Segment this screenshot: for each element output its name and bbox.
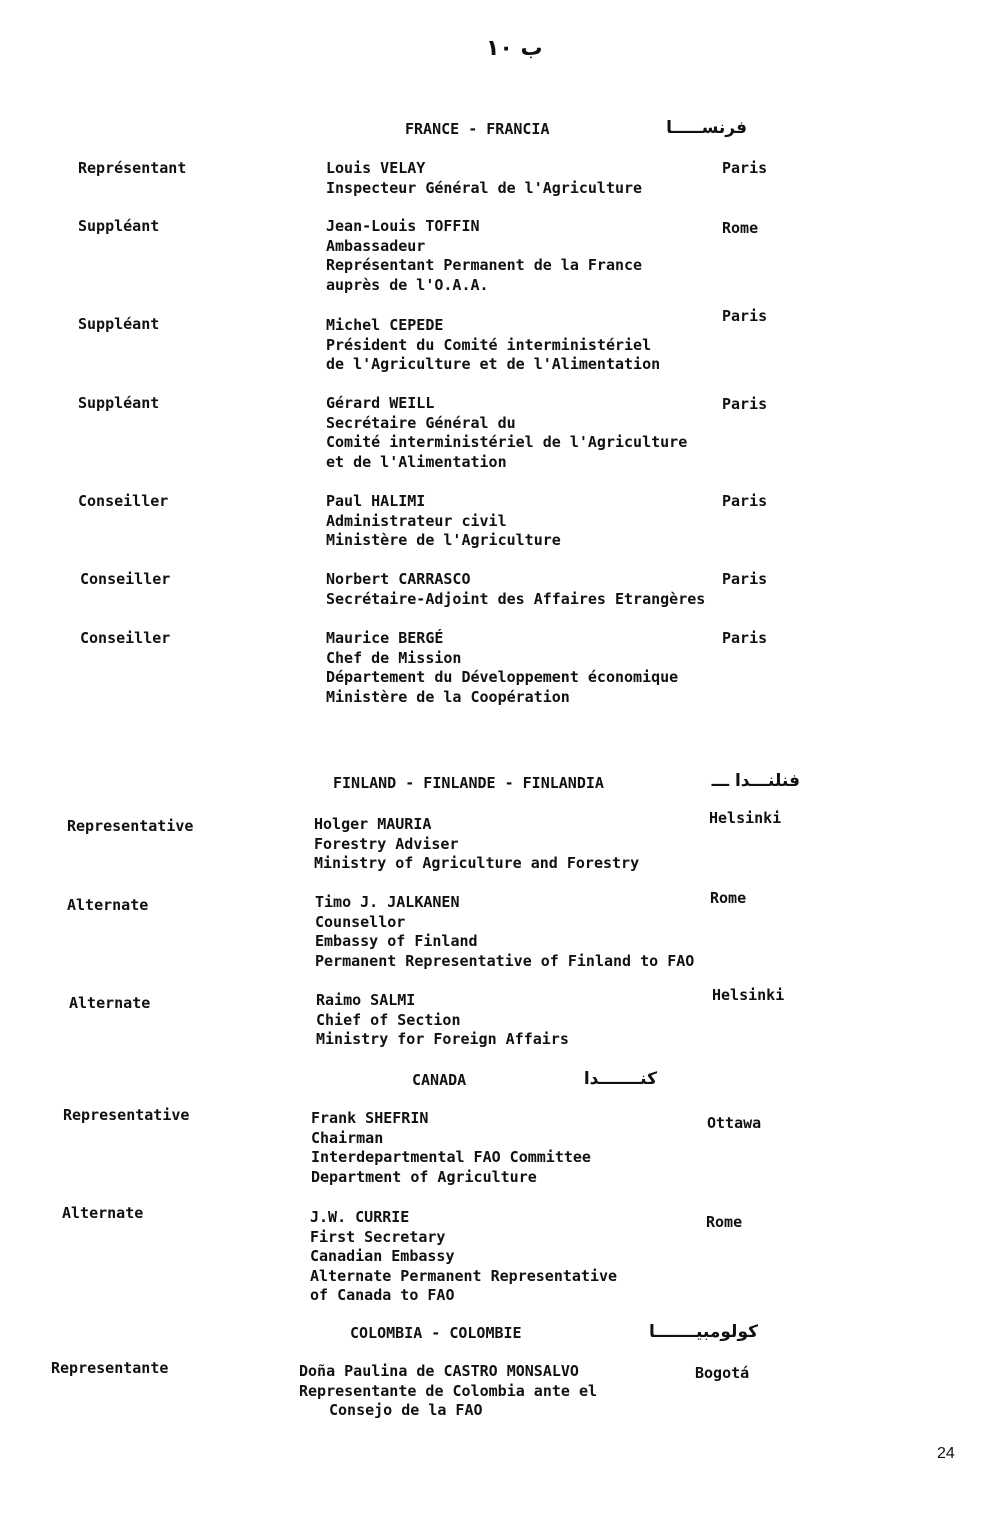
page-number: 24 bbox=[937, 1445, 955, 1462]
location: Rome bbox=[706, 1213, 743, 1231]
delegate-detail: Canadian Embassy bbox=[310, 1247, 455, 1265]
delegate-name: Norbert CARRASCO bbox=[326, 570, 471, 588]
delegate-detail: Permanent Representative of Finland to FAO bbox=[315, 951, 695, 970]
arabic-heading-france: فرنســـــا bbox=[666, 118, 747, 138]
delegate-detail: Chef de Mission bbox=[326, 648, 462, 667]
location: Paris bbox=[722, 629, 768, 647]
delegate-detail: Chairman bbox=[311, 1128, 384, 1147]
section-heading-finland: FINLAND - FINLANDE - FINLANDIA bbox=[333, 774, 604, 792]
delegate-detail: Administrateur civil bbox=[326, 511, 507, 530]
delegate-detail: de l'Agriculture et de l'Alimentation bbox=[326, 355, 661, 373]
delegate-detail: et de l'Alimentation bbox=[326, 452, 507, 471]
delegate-detail: Inspecteur Général de l'Agriculture bbox=[326, 178, 643, 197]
delegate-name: J.W. CURRIE bbox=[310, 1208, 410, 1226]
location: Helsinki bbox=[709, 809, 782, 827]
location: Rome bbox=[722, 219, 759, 237]
delegate-detail: Secrétaire Général du bbox=[326, 413, 516, 432]
delegate-detail: Ministère de la Coopération bbox=[326, 687, 570, 706]
role-label: Suppléant bbox=[78, 315, 160, 333]
role-label: Alternate bbox=[69, 994, 151, 1012]
delegate-entry bbox=[311, 1109, 591, 1187]
delegate-detail: Consejo de la FAO bbox=[329, 1401, 483, 1419]
location: Rome bbox=[710, 889, 747, 907]
delegate-name: Raimo SALMI bbox=[316, 991, 416, 1009]
role-label: Representative bbox=[63, 1106, 190, 1124]
page-header: ب ١٠ bbox=[486, 36, 543, 61]
delegate-name: Timo J. JALKANEN bbox=[315, 893, 460, 911]
delegate-detail: Président du Comité interministériel bbox=[326, 335, 652, 354]
delegate-entry bbox=[299, 1362, 597, 1421]
role-label: Representative bbox=[67, 817, 194, 835]
delegate-entry bbox=[326, 629, 678, 707]
delegate-detail: Forestry Adviser bbox=[314, 834, 459, 853]
delegate-name: Gérard WEILL bbox=[326, 394, 435, 412]
role-label: Alternate bbox=[62, 1204, 144, 1222]
delegate-detail: Representante de Colombia ante el bbox=[299, 1381, 598, 1400]
location: Bogotá bbox=[695, 1364, 750, 1382]
delegate-detail: Counsellor bbox=[315, 912, 406, 931]
location: Ottawa bbox=[707, 1114, 762, 1132]
delegate-entry bbox=[326, 570, 705, 609]
delegate-detail: First Secretary bbox=[310, 1227, 446, 1246]
delegate-detail: Département du Développement économique bbox=[326, 668, 679, 686]
role-label: Représentant bbox=[78, 159, 187, 177]
delegate-detail: Department of Agriculture bbox=[311, 1167, 537, 1186]
delegate-entry bbox=[315, 893, 694, 971]
delegate-entry bbox=[326, 394, 687, 472]
delegate-entry bbox=[316, 991, 569, 1050]
location: Paris bbox=[722, 570, 768, 588]
delegate-detail: Ministry of Agriculture and Forestry bbox=[314, 854, 640, 872]
location: Helsinki bbox=[712, 986, 785, 1004]
delegate-detail: Interdepartmental FAO Committee bbox=[311, 1148, 591, 1166]
delegate-detail: Comité interministériel de l'Agriculture bbox=[326, 433, 688, 451]
role-label: Representante bbox=[51, 1359, 169, 1377]
delegate-detail: Embassy of Finland bbox=[315, 932, 478, 950]
delegate-detail: Ministère de l'Agriculture bbox=[326, 531, 561, 549]
delegate-entry bbox=[310, 1208, 617, 1306]
delegate-name: Paul HALIMI bbox=[326, 492, 426, 510]
section-heading-colombia: COLOMBIA - COLOMBIE bbox=[350, 1324, 522, 1342]
delegate-detail: Chief of Section bbox=[316, 1010, 461, 1029]
delegate-detail: Alternate Permanent Representative bbox=[310, 1266, 618, 1285]
location: Paris bbox=[722, 395, 768, 413]
delegate-entry bbox=[314, 815, 639, 874]
role-label: Conseiller bbox=[78, 492, 169, 510]
delegate-name: Holger MAURIA bbox=[314, 815, 432, 833]
role-label: Suppléant bbox=[78, 394, 160, 412]
location: Paris bbox=[722, 307, 768, 325]
role-label: Alternate bbox=[67, 896, 149, 914]
delegate-name: Michel CEPEDE bbox=[326, 316, 444, 334]
arabic-heading-finland: فنلنـــدا ـــ bbox=[711, 771, 800, 791]
delegate-name: Doña Paulina de CASTRO MONSALVO bbox=[299, 1362, 579, 1380]
arabic-heading-canada: كنـــــــدا bbox=[583, 1069, 657, 1089]
section-heading-france: FRANCE - FRANCIA bbox=[405, 120, 550, 138]
delegate-detail: Secrétaire-Adjoint des Affaires Etrangères bbox=[326, 589, 706, 608]
delegate-detail: auprès de l'O.A.A. bbox=[326, 275, 489, 294]
role-label: Conseiller bbox=[80, 629, 171, 647]
delegate-name: Maurice BERGÉ bbox=[326, 629, 444, 647]
delegate-entry bbox=[326, 217, 642, 295]
location: Paris bbox=[722, 492, 768, 510]
delegate-entry bbox=[326, 316, 660, 375]
delegate-detail: of Canada to FAO bbox=[310, 1286, 455, 1304]
role-label: Suppléant bbox=[78, 217, 160, 235]
section-heading-canada: CANADA bbox=[412, 1071, 467, 1089]
arabic-heading-colombia: كولومبيـــــــا bbox=[648, 1322, 758, 1342]
delegate-name: Louis VELAY bbox=[326, 159, 426, 177]
delegate-entry bbox=[326, 159, 642, 198]
delegate-name: Frank SHEFRIN bbox=[311, 1109, 429, 1127]
delegate-detail: Ministry for Foreign Affairs bbox=[316, 1030, 569, 1048]
delegate-detail: Représentant Permanent de la France bbox=[326, 256, 643, 274]
delegate-name: Jean-Louis TOFFIN bbox=[326, 217, 480, 235]
role-label: Conseiller bbox=[80, 570, 171, 588]
delegate-detail: Ambassadeur bbox=[326, 236, 426, 255]
delegate-entry bbox=[326, 492, 561, 551]
location: Paris bbox=[722, 159, 768, 177]
